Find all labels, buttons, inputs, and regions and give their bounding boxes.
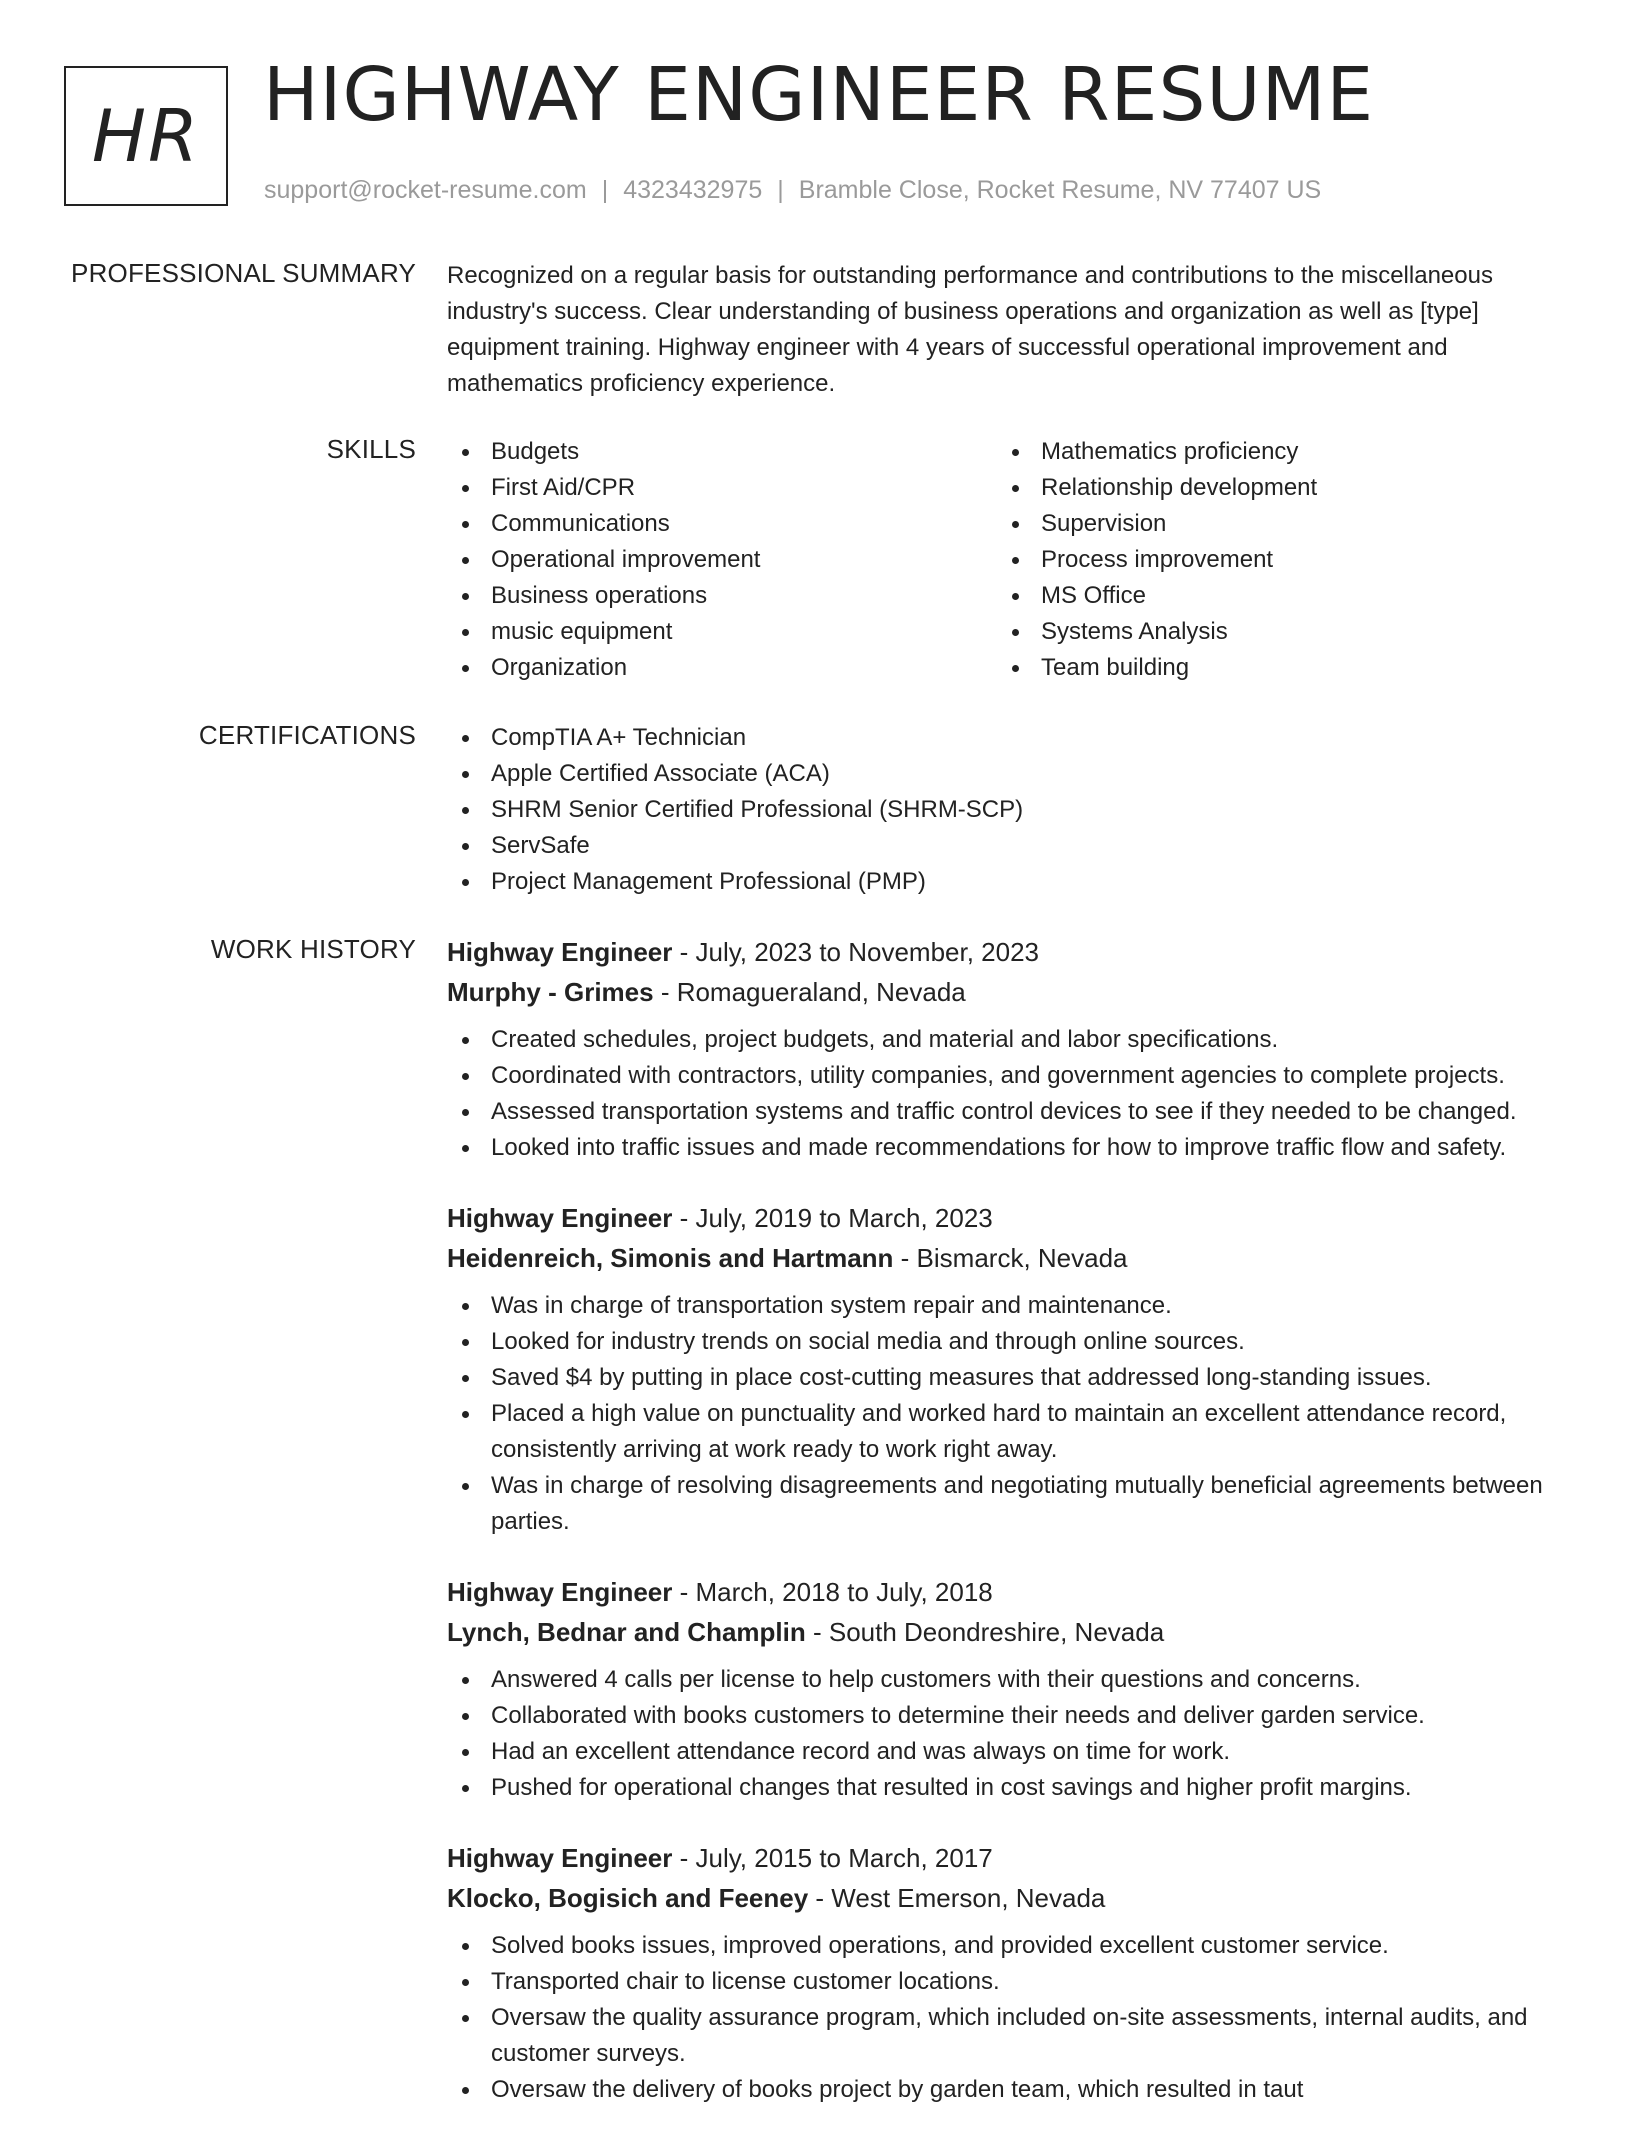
job-entry xyxy=(447,1574,1567,1806)
skill-item: Supervision xyxy=(997,506,1547,542)
job-title-line xyxy=(447,1840,1567,1876)
job-title: Highway Engineer xyxy=(447,1843,673,1873)
job-duties-list xyxy=(447,1928,1567,2108)
certifications-body xyxy=(447,720,1567,900)
job-duty: Oversaw the delivery of books project by garden team, which resulted in taut xyxy=(447,2072,1567,2108)
job-company-line xyxy=(447,974,1567,1010)
job-duty: Pushed for operational changes that resulted in cost savings and higher profit margins. xyxy=(447,1770,1567,1806)
certification-item: ServSafe xyxy=(447,828,1567,864)
summary-heading: PROFESSIONAL SUMMARY xyxy=(71,258,416,288)
skill-item: Budgets xyxy=(447,434,997,470)
job-location: - South Deondreshire, Nevada xyxy=(805,1617,1165,1647)
skills-heading: SKILLS xyxy=(326,434,416,464)
job-entry xyxy=(447,1200,1567,1540)
job-duty: Solved books issues, improved operations, and provided excellent customer service. xyxy=(447,1928,1567,1964)
job-duty: Oversaw the quality assurance program, which included on-site assessments, internal audits, and customer surveys. xyxy=(447,2000,1567,2072)
job-entry xyxy=(447,1840,1567,2108)
job-duty: Answered 4 calls per license to help customers with their questions and concerns. xyxy=(447,1662,1567,1698)
job-duties-list xyxy=(447,1288,1567,1540)
work-history-body xyxy=(447,934,1567,2142)
summary-body xyxy=(447,258,1567,402)
job-duty: Collaborated with books customers to determine their needs and deliver garden service. xyxy=(447,1698,1567,1734)
certifications-list xyxy=(447,720,1567,900)
skill-item: Relationship development xyxy=(997,470,1547,506)
job-location: - Bismarck, Nevada xyxy=(893,1243,1128,1273)
job-duties-list xyxy=(447,1022,1567,1166)
job-duty: Was in charge of resolving disagreements and negotiating mutually beneficial agreements between parties. xyxy=(447,1468,1567,1540)
job-company-line xyxy=(447,1240,1567,1276)
skill-item: Operational improvement xyxy=(447,542,997,578)
skill-item: Communications xyxy=(447,506,997,542)
skill-item: Process improvement xyxy=(997,542,1547,578)
job-entry xyxy=(447,934,1567,1166)
contact-phone: 4323432975 xyxy=(623,176,763,204)
job-duty: Assessed transportation systems and traffic control devices to see if they needed to be changed. xyxy=(447,1094,1567,1130)
skill-item: Systems Analysis xyxy=(997,614,1547,650)
resume-title: HIGHWAY ENGINEER RESUME xyxy=(263,52,1375,138)
skill-item: Organization xyxy=(447,650,997,686)
job-title-line xyxy=(447,934,1567,970)
job-location: - West Emerson, Nevada xyxy=(808,1883,1106,1913)
job-company-line xyxy=(447,1880,1567,1916)
skills-list-left xyxy=(447,434,997,686)
certification-item: Apple Certified Associate (ACA) xyxy=(447,756,1567,792)
job-duty: Coordinated with contractors, utility companies, and government agencies to complete projects. xyxy=(447,1058,1567,1094)
job-title: Highway Engineer xyxy=(447,937,673,967)
certification-item: Project Management Professional (PMP) xyxy=(447,864,1567,900)
job-location: - Romagueraland, Nevada xyxy=(653,977,966,1007)
monogram-box xyxy=(64,66,228,206)
contact-separator: | xyxy=(777,176,784,204)
certifications-heading: CERTIFICATIONS xyxy=(198,720,416,750)
skill-item: music equipment xyxy=(447,614,997,650)
skill-item: MS Office xyxy=(997,578,1547,614)
job-dates: - March, 2018 to July, 2018 xyxy=(672,1577,993,1607)
job-company-line xyxy=(447,1614,1567,1650)
job-title-line xyxy=(447,1574,1567,1610)
skill-item: Team building xyxy=(997,650,1547,686)
job-company: Klocko, Bogisich and Feeney xyxy=(447,1883,809,1913)
job-dates: - July, 2015 to March, 2017 xyxy=(672,1843,993,1873)
certification-item: SHRM Senior Certified Professional (SHRM-SCP) xyxy=(447,792,1567,828)
contact-email: support@rocket-resume.com xyxy=(264,176,587,204)
monogram-initials: HR xyxy=(91,94,201,178)
summary-text: Recognized on a regular basis for outstanding performance and contributions to the miscellaneous industry's success. Clear understanding of business operations and organization as well as [type] equipment training. Highway engineer with 4 years of successful operational improvement and mathematics proficiency experience. xyxy=(447,262,1493,397)
job-dates: - July, 2023 to November, 2023 xyxy=(672,937,1040,967)
job-title: Highway Engineer xyxy=(447,1203,673,1233)
job-duty: Was in charge of transportation system repair and maintenance. xyxy=(447,1288,1567,1324)
job-company: Murphy - Grimes xyxy=(447,977,654,1007)
job-duty: Placed a high value on punctuality and worked hard to maintain an excellent attendance record, consistently arriving at work ready to work right away. xyxy=(447,1396,1567,1468)
contact-separator: | xyxy=(601,176,609,204)
job-title: Highway Engineer xyxy=(447,1577,673,1607)
job-duty: Created schedules, project budgets, and material and labor specifications. xyxy=(447,1022,1567,1058)
job-dates: - July, 2019 to March, 2023 xyxy=(672,1203,993,1233)
job-title-line xyxy=(447,1200,1567,1236)
job-duty: Had an excellent attendance record and was always on time for work. xyxy=(447,1734,1567,1770)
job-company: Heidenreich, Simonis and Hartmann xyxy=(447,1243,894,1273)
skill-item: Business operations xyxy=(447,578,997,614)
job-duty: Transported chair to license customer locations. xyxy=(447,1964,1567,2000)
skill-item: First Aid/CPR xyxy=(447,470,997,506)
skills-body xyxy=(447,434,1567,686)
certification-item: CompTIA A+ Technician xyxy=(447,720,1567,756)
job-duty: Looked for industry trends on social media and through online sources. xyxy=(447,1324,1567,1360)
contact-line xyxy=(264,176,1321,205)
skill-item: Mathematics proficiency xyxy=(997,434,1547,470)
job-duties-list xyxy=(447,1662,1567,1806)
job-duty: Looked into traffic issues and made recommendations for how to improve traffic flow and safety. xyxy=(447,1130,1567,1166)
job-duty: Saved $4 by putting in place cost-cutting measures that addressed long-standing issues. xyxy=(447,1360,1567,1396)
contact-address: Bramble Close, Rocket Resume, NV 77407 US xyxy=(798,176,1322,204)
skills-list-right xyxy=(997,434,1547,686)
work-history-heading: WORK HISTORY xyxy=(210,934,416,964)
job-company: Lynch, Bednar and Champlin xyxy=(447,1617,806,1647)
